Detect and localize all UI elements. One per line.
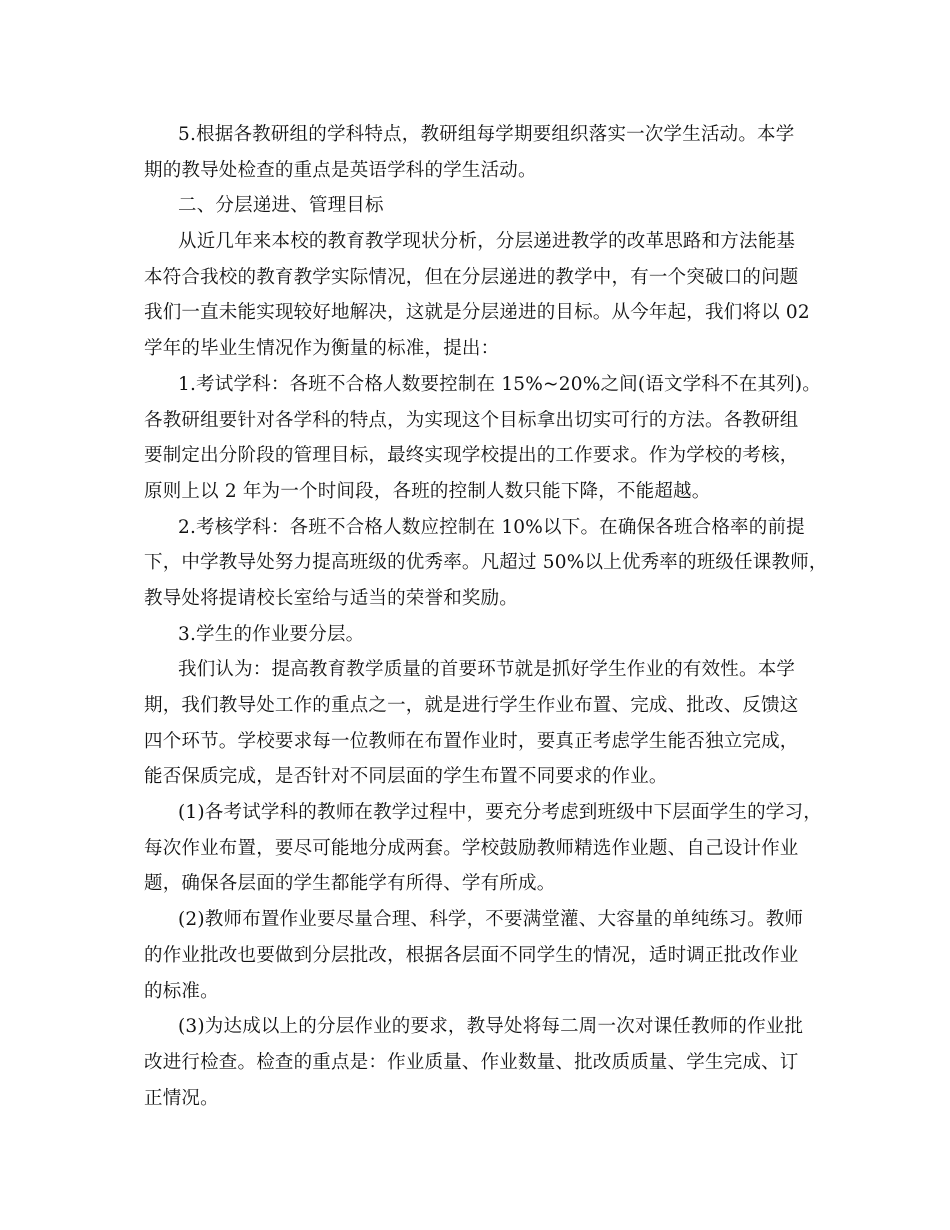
text-line: 二、分层递进、管理目标 — [178, 195, 384, 217]
text-line: 1.考试学科：各班不合格人数要控制在 15%~20%之间(语文学科不在其列)。 — [178, 373, 822, 395]
document-body — [144, 117, 828, 1116]
text-line: 各教研组要针对各学科的特点，为实现这个目标拿出切实可行的方法。各教研组 — [144, 409, 799, 431]
text-line: (2)教师布置作业要尽量合理、科学，不要满堂灌、大容量的单纯练习。教师 — [178, 909, 804, 931]
text-line: 能否保质完成，是否针对不同层面的学生布置不同要求的作业。 — [144, 766, 668, 788]
text-line: 题，确保各层面的学生都能学有所得、学有所成。 — [144, 873, 556, 895]
text-line: 的作业批改也要做到分层批改，根据各层面不同学生的情况，适时调正批改作业 — [144, 944, 799, 966]
text-line: 正情况。 — [144, 1087, 219, 1109]
text-line: 教导处将提请校长室给与适当的荣誉和奖励。 — [144, 587, 519, 609]
text-line: 要制定出分阶段的管理目标，最终实现学校提出的工作要求。作为学校的考核， — [144, 445, 799, 467]
text-line: 我们一直未能实现较好地解决，这就是分层递进的目标。从今年起，我们将以 02 — [144, 302, 810, 324]
text-line: 下，中学教导处努力提高班级的优秀率。凡超过 50%以上优秀率的班级任课教师， — [144, 552, 828, 574]
text-line: 从近几年来本校的教育教学现状分析，分层递进教学的改革思路和方法能基 — [178, 231, 796, 253]
text-line: 5.根据各教研组的学科特点，教研组每学期要组织落实一次学生活动。本学 — [178, 124, 795, 145]
text-line: 期的教导处检查的重点是英语学科的学生活动。 — [144, 159, 537, 181]
text-line: 2.考核学科：各班不合格人数应控制在 10%以下。在确保各班合格率的前提 — [178, 516, 805, 538]
text-line: 每次作业布置，要尽可能地分成两套。学校鼓励教师精选作业题、自己设计作业 — [144, 837, 799, 859]
text-line: 期，我们教导处工作的重点之一，就是进行学生作业布置、完成、批改、反馈这 — [144, 695, 799, 716]
text-line: 四个环节。学校要求每一位教师在布置作业时，要真正考虑学生能否独立完成， — [144, 730, 799, 752]
text-line: 改进行检查。检查的重点是：作业质量、作业数量、批改质质量、学生完成、订 — [144, 1051, 799, 1073]
text-line: 3.学生的作业要分层。 — [178, 623, 365, 645]
text-line: (3)为达成以上的分层作业的要求，教导处将每二周一次对课任教师的作业批 — [178, 1016, 804, 1038]
text-line: (1)各考试学科的教师在教学过程中，要充分考虑到班级中下层面学生的学习， — [178, 802, 822, 824]
text-line: 原则上以 2 年为一个时间段，各班的控制人数只能下降，不能超越。 — [144, 480, 711, 502]
text-line: 学年的毕业生情况作为衡量的标准，提出： — [144, 338, 500, 360]
text-line: 的标准。 — [144, 980, 219, 1002]
text-line: 本符合我校的教育教学实际情况，但在分层递进的教学中，有一个突破口的问题 — [144, 266, 799, 288]
text-line: 我们认为：提高教育教学质量的首要环节就是抓好学生作业的有效性。本学 — [178, 659, 796, 681]
